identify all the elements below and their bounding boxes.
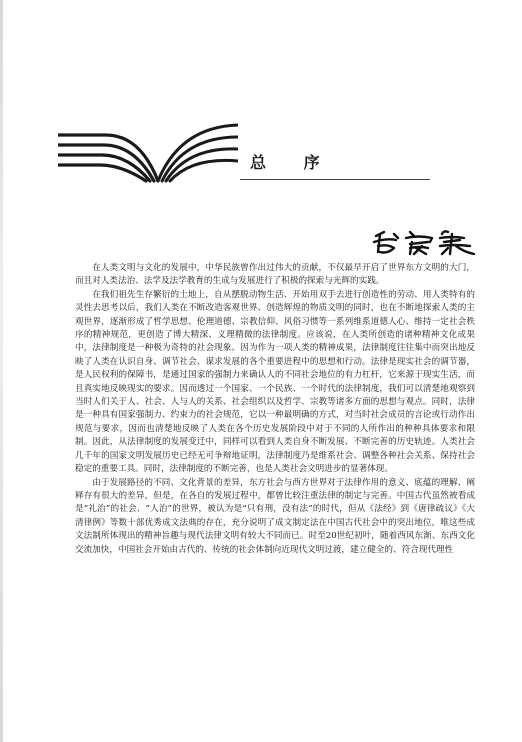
book-pages-ornament: [58, 113, 238, 185]
section-heading: [240, 150, 430, 180]
paragraph: 在我们祖先生存繁衍的土地上，自从摆脱动物生活、开始用双手去进行创造性的劳动、用人类特有的灵性去思考以后，我们人类在不断改造客观世界、创造辉煌的物质文明的同时，也在不断地探索人类的主观世界，逐渐形成了哲学思想、伦理道德、宗教信仰、风俗习惯等一系列维系道德人心、维持一定社会秩序的精神规范，更创造了博大精深、义理精微的法律制度。应该说，在人类所创造的诸种精神文化成果中，法律制度是一种极为奇特的社会现象。因为作为一项人类的精神成果，法律制度往往集中而突出地反映了人类在认识自身、调节社会、谋求发展的各个重要进程中的思想和行动。法律是现实社会的调节器，是人民权利的保障书，是通过国家的强制力来确认人的不同社会地位的有力杠杆，它来源于现实生活，而且真实地反映现实的要求。因而透过一个国家、一个民族、一个时代的法律制度，我们可以清楚地观察到当时人们关于人、社会、人与人的关系、社会组织以及哲学、宗教等诸多方面的思想与观点。同时，法律是一种具有国家强制力、约束力的社会规范，它以一种最明确的方式，对当时社会成员的言论或行动作出规范与要求，因而也清楚地反映了人类在各个历史发展阶段中对于不同的人所作出的种种具体要求和限制。因此，从法律制度的发展变迁中，同样可以看到人类自身不断发展、不断完善的历史轨迹。人类社会几千年的国家文明发展历史已经无可争辩地证明，法律制度乃是维系社会、调整各种社会关系、保持社会稳定的重要工具。同时，法律制度的不断完善，也是人类社会文明进步的显著体现。: [75, 289, 475, 475]
title-underline: [240, 179, 430, 180]
preface-body: [75, 262, 475, 557]
author-signature: [370, 226, 480, 256]
paragraph: 在人类文明与文化的发展中，中华民族曾作出过伟大的贡献，不仅最早开启了世界东方文明的大门，而且对人类法治、法学及法学教育的生成与发展进行了积极的探索与光辉的实践。: [75, 263, 475, 287]
page-title: 总 序: [250, 153, 336, 172]
page-gutter-edge: [0, 0, 3, 742]
paragraph: 由于发展路径的不同、文化背景的差异，东方社会与西方世界对于法律作用的意义、底蕴的理解、阐释存有很大的差异，但是，在各自的发展过程中，都曾比较注重法律的制定与完善。中国古代虽然被看成是“礼治”的社会、“人治”的世界，被认为是“只有刑，没有法”的时代，但从《法经》到《唐律疏议》《大清律例》等数十部优秀成文法典的存在，充分说明了成文制定法在中国古代社会中的突出地位，唯这些成文法制所体现出的精神旨趣与现代法律文明有较大不同而已。时至20世纪初叶，随着西风东渐、东西文化交流加快，中国社会开始由古代的、传统的社会体制向近现代文明过渡，建立健全的、符合现代理性: [75, 477, 475, 555]
